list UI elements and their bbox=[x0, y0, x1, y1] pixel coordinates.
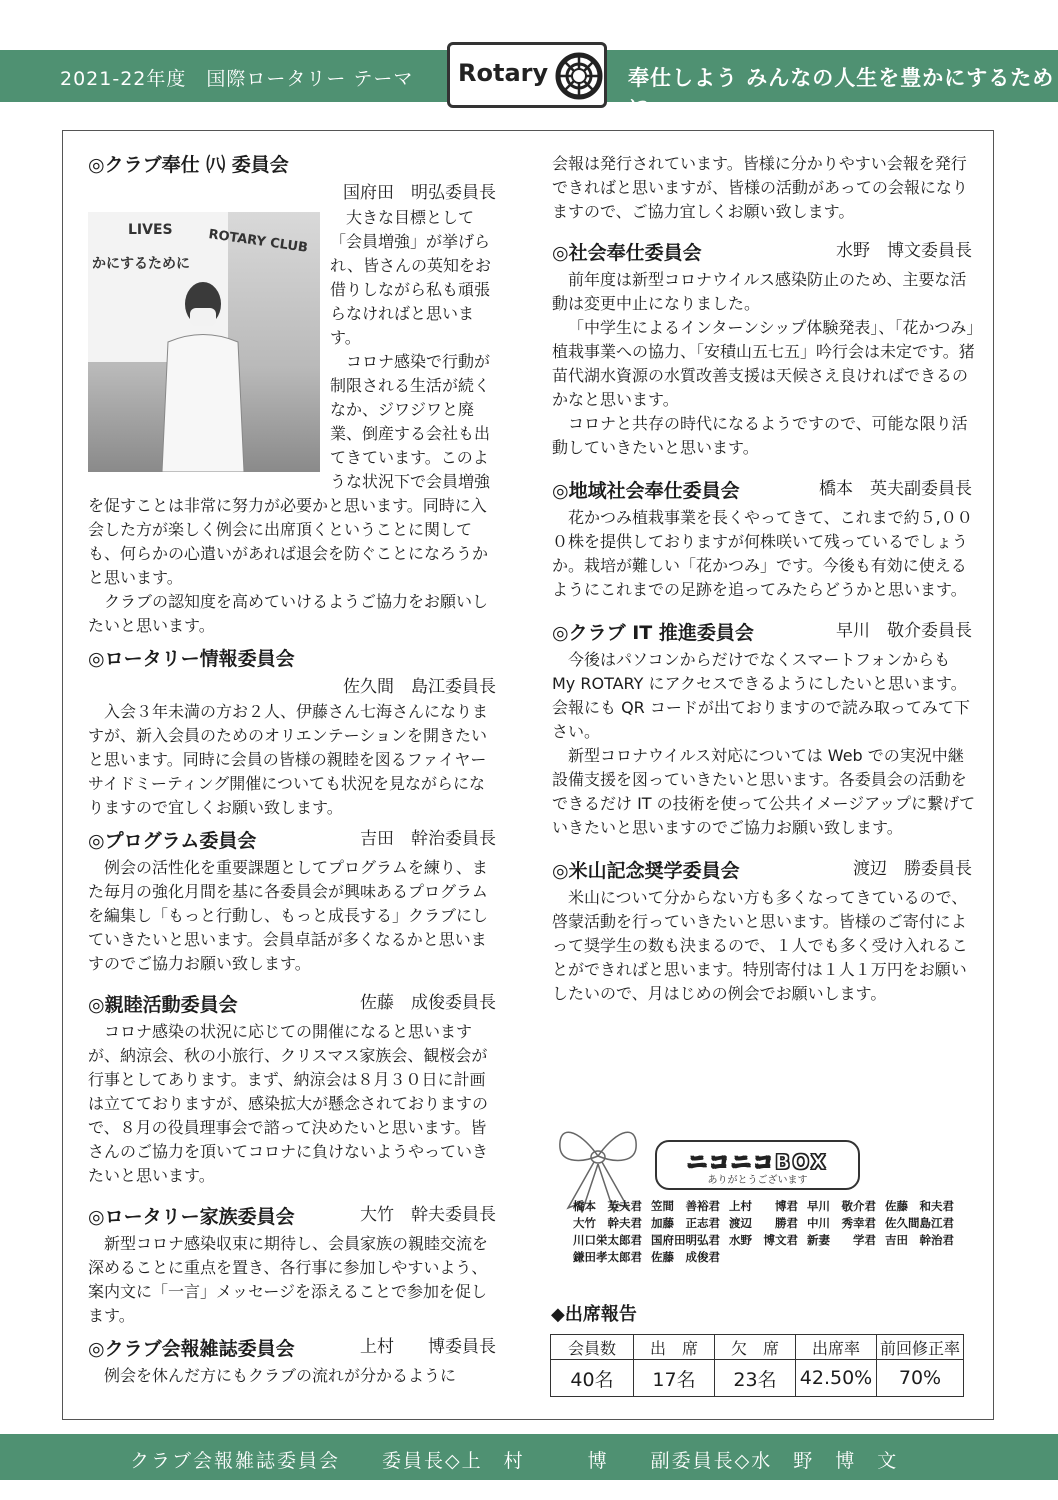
header-cell: 前回修正率 bbox=[877, 1335, 964, 1360]
bulletin-continued: 会報は発行されています。皆様に分かりやすい会報を発行できればと思いますが、皆様の活動があっての会報になりますので、ご協力宜しくお願い致します。 bbox=[552, 154, 968, 221]
footer-text: クラブ会報雑誌委員会 委員長◇上 村 博 副委員長◇水 野 博 文 bbox=[130, 1450, 899, 1472]
community-para-3: コロナと共存の時代になるようですので、可能な限り活動していきたいと思います。 bbox=[552, 414, 968, 457]
attendance-header-row bbox=[551, 1335, 964, 1360]
family-para-1: 新型コロナ感染収束に期待し、会員家族の親睦交流を深めることに重点を置き、各行事に参加しやすいよう、案内文に「一言」メッセージを添えることで参加を促します。 bbox=[88, 1234, 489, 1325]
program-chair: 吉田 幹治委員長 bbox=[360, 829, 496, 849]
club-service-para-2: コロナ感染で行動が制限される生活が続くなか、ジワジワと廃業、倒産する会社も出てきています。このような状況下で会員増強を促すことは非常に努力が必要かと思います。同時に入会した方が楽しく例会に出席頂くということに関しても、何らかの心遣いがあれば退会を防ぐことになろうかと思います。 bbox=[88, 352, 491, 587]
donor-name: 加藤 正志君 bbox=[651, 1216, 720, 1230]
yoneyama-chair: 渡辺 勝委員長 bbox=[853, 859, 972, 879]
names-row bbox=[573, 1232, 963, 1249]
club-service-para-1: 大きな目標として「会員増強」が挙げられ、皆さんの英知をお借りしながら私も頑張らなければと思います。 bbox=[330, 208, 491, 347]
donor-name: 大竹 幹夫君 bbox=[573, 1216, 642, 1230]
footer-band bbox=[0, 1434, 1058, 1480]
local-title: ◎地域社会奉仕委員会 bbox=[552, 480, 740, 502]
left-column bbox=[88, 150, 500, 1388]
fellowship-para-1: コロナ感染の状況に応じての開催になると思いますが、納涼会、秋の小旅行、クリスマス家族会、観桜会が行事としてあります。まず、納涼会は８月３０日に計画は立てておりますが、感染拡大が懸念されておりますので、８月の役員理事会で諮って決めたいと思います。皆さんのご協力を頂いてコロナに負けないようやっていきたいと思います。 bbox=[88, 1022, 489, 1185]
attendance-value-row bbox=[551, 1360, 964, 1397]
it-chair: 早川 敬介委員長 bbox=[836, 621, 972, 641]
nikoniko-subtitle: ありがとうございます bbox=[707, 1175, 808, 1186]
speaker-figure bbox=[158, 272, 248, 472]
family-heading bbox=[88, 1202, 500, 1232]
donor-name: 上村 博君 bbox=[729, 1199, 798, 1213]
names-row bbox=[573, 1198, 963, 1215]
header-cell: 欠 席 bbox=[715, 1335, 796, 1360]
speaker-photo bbox=[88, 212, 320, 472]
local-heading bbox=[552, 476, 976, 506]
donor-name: 笠間 善裕君 bbox=[651, 1199, 720, 1213]
donor-name: 吉田 幹治君 bbox=[885, 1233, 954, 1247]
photo-club-sign: ROTARY CLUB bbox=[207, 227, 309, 256]
rotary-logo bbox=[447, 42, 607, 108]
names-row bbox=[573, 1249, 963, 1266]
rotary-info-chair: 佐久間 島江委員長 bbox=[343, 677, 496, 697]
nikoniko-names bbox=[573, 1198, 963, 1266]
rotary-info-title: ◎ロータリー情報委員会 bbox=[88, 648, 295, 670]
community-para-1: 前年度は新型コロナウイルス感染防止のため、主要な活動は変更中止になりました。 bbox=[552, 270, 967, 313]
fellowship-chair: 佐藤 成俊委員長 bbox=[360, 993, 496, 1013]
community-title: ◎社会奉仕委員会 bbox=[552, 242, 702, 264]
yoneyama-title: ◎米山記念奨学委員会 bbox=[552, 860, 740, 882]
bulletin-para-1: 例会を休んだ方にもクラブの流れが分かるように bbox=[104, 1366, 457, 1385]
header-cell: 出席率 bbox=[796, 1335, 877, 1360]
theme-text: 奉仕しよう みんなの人生を豊かにするために bbox=[628, 66, 1055, 120]
donor-name: 佐藤 和夫君 bbox=[885, 1199, 954, 1213]
nikoniko-box-badge bbox=[655, 1140, 860, 1190]
local-chair: 橋本 英夫副委員長 bbox=[819, 479, 972, 499]
names-row bbox=[573, 1215, 963, 1232]
donor-name: 川口栄太郎君 bbox=[573, 1233, 642, 1247]
value-cell: 23名 bbox=[715, 1360, 796, 1397]
rotary-info-para-1: 入会３年未満の方お２人、伊藤さん七海さんになりますが、新入会員のためのオリエンテーションを開きたいと思います。同時に会員の皆様の親睦を図るファイヤーサイドミーティング開催についても状況を見ながらになりますので宜しくお願い致します。 bbox=[88, 702, 489, 817]
it-heading bbox=[552, 618, 976, 648]
local-para-1: 花かつみ植栽事業を長くやってきて、これまで約５,０００株を提供しておりますが何株咲いて残っているでしょうか。栽培が難しい「花かつみ」です。今後も有効に使えるようにこれまでの足跡を追ってみたらどうかと思います。 bbox=[552, 508, 973, 599]
bulletin-title: ◎クラブ会報雑誌委員会 bbox=[88, 1338, 295, 1360]
donor-name: 渡辺 勝君 bbox=[729, 1216, 798, 1230]
value-cell: 17名 bbox=[634, 1360, 715, 1397]
donor-name: 橋本 英夫君 bbox=[573, 1199, 642, 1213]
rotary-wheel-icon bbox=[554, 51, 604, 101]
program-para-1: 例会の活性化を重要課題としてプログラムを練り、また毎月の強化月間を基に各委員会が興味あるプログラムを編集し「もっと行動し、もっと成長する」クラブにしていきたいと思います。会員卓話が多くなるかと思いますのでご協力お願い致します。 bbox=[88, 858, 489, 973]
community-chair: 水野 博文委員長 bbox=[836, 241, 972, 261]
donor-name: 鎌田孝太郎君 bbox=[573, 1250, 642, 1264]
program-title: ◎プログラム委員会 bbox=[88, 830, 257, 852]
it-title: ◎クラブ IT 推進委員会 bbox=[552, 622, 754, 644]
value-cell: 40名 bbox=[551, 1360, 634, 1397]
value-cell: 42.50% bbox=[796, 1360, 877, 1397]
yoneyama-para-1: 米山について分からない方も多くなってきているので、啓蒙活動を行っていきたいと思います。皆様のご寄付によって奨学生の数も決まるので、１人でも多く受け入れることができればと思います。特別寄付は１人１万円をお願いしたいので、月はじめの例会でお願いします。 bbox=[552, 888, 968, 1003]
community-para-2: 「中学生によるインターンシップ体験発表」、「花かつみ」植栽事業への協力、「安積山五七五」吟行会は未定です。猪苗代湖水資源の水質改善支援は天候さえ良ければできるのかなと思います。 bbox=[552, 318, 975, 409]
donor-name: 国府田明弘君 bbox=[651, 1233, 720, 1247]
rotary-wordmark: Rotary bbox=[458, 59, 549, 87]
nikoniko-title: ニコニコBOX bbox=[687, 1150, 828, 1174]
family-title: ◎ロータリー家族委員会 bbox=[88, 1206, 295, 1228]
bulletin-heading bbox=[88, 1334, 500, 1364]
donor-name: 新妻 学君 bbox=[807, 1233, 876, 1247]
value-cell: 70% bbox=[877, 1360, 964, 1397]
photo-banner-line1: LIVES bbox=[128, 222, 173, 238]
donor-name: 中川 秀幸君 bbox=[807, 1216, 876, 1230]
theme-year-label: 2021-22年度 国際ロータリー テーマ bbox=[60, 68, 414, 90]
fellowship-title: ◎親睦活動委員会 bbox=[88, 994, 238, 1016]
club-service-title: ◎クラブ奉仕 ㈧ 委員会 bbox=[88, 154, 289, 176]
community-heading bbox=[552, 238, 976, 268]
family-chair: 大竹 幹夫委員長 bbox=[360, 1205, 496, 1225]
right-column bbox=[552, 152, 976, 1006]
program-heading bbox=[88, 826, 500, 856]
donor-name: 佐藤 成俊君 bbox=[651, 1250, 720, 1264]
club-service-para-3: クラブの認知度を高めていけるようご協力をお願いしたいと思います。 bbox=[88, 592, 489, 635]
header-cell: 出 席 bbox=[634, 1335, 715, 1360]
photo-banner-line2: かにするために bbox=[92, 256, 190, 272]
bulletin-chair: 上村 博委員長 bbox=[360, 1337, 496, 1357]
fellowship-heading bbox=[88, 990, 500, 1020]
donor-name: 佐久間島江君 bbox=[885, 1216, 954, 1230]
club-service-chair: 国府田 明弘委員長 bbox=[343, 183, 496, 203]
donor-name: 早川 敬介君 bbox=[807, 1199, 876, 1213]
attendance-table bbox=[550, 1334, 964, 1397]
yoneyama-heading bbox=[552, 856, 976, 886]
attendance-title: ◆出席報告 bbox=[551, 1304, 637, 1325]
it-para-1: 今後はパソコンからだけでなくスマートフォンからも My ROTARY にアクセスできるようにしたいと思います。会報にも QR コードが出ておりますので読み取ってみて下さい。 bbox=[552, 650, 970, 741]
it-para-2: 新型コロナウイルス対応については Web での実況中継設備支援を図っていきたいと思います。各委員会の活動をできるだけ IT の技術を使って公共イメージアップに繋げていきたいと思いますのでご協力お願い致します。 bbox=[552, 746, 976, 837]
donor-name: 水野 博文君 bbox=[729, 1233, 798, 1247]
header-cell: 会員数 bbox=[551, 1335, 634, 1360]
